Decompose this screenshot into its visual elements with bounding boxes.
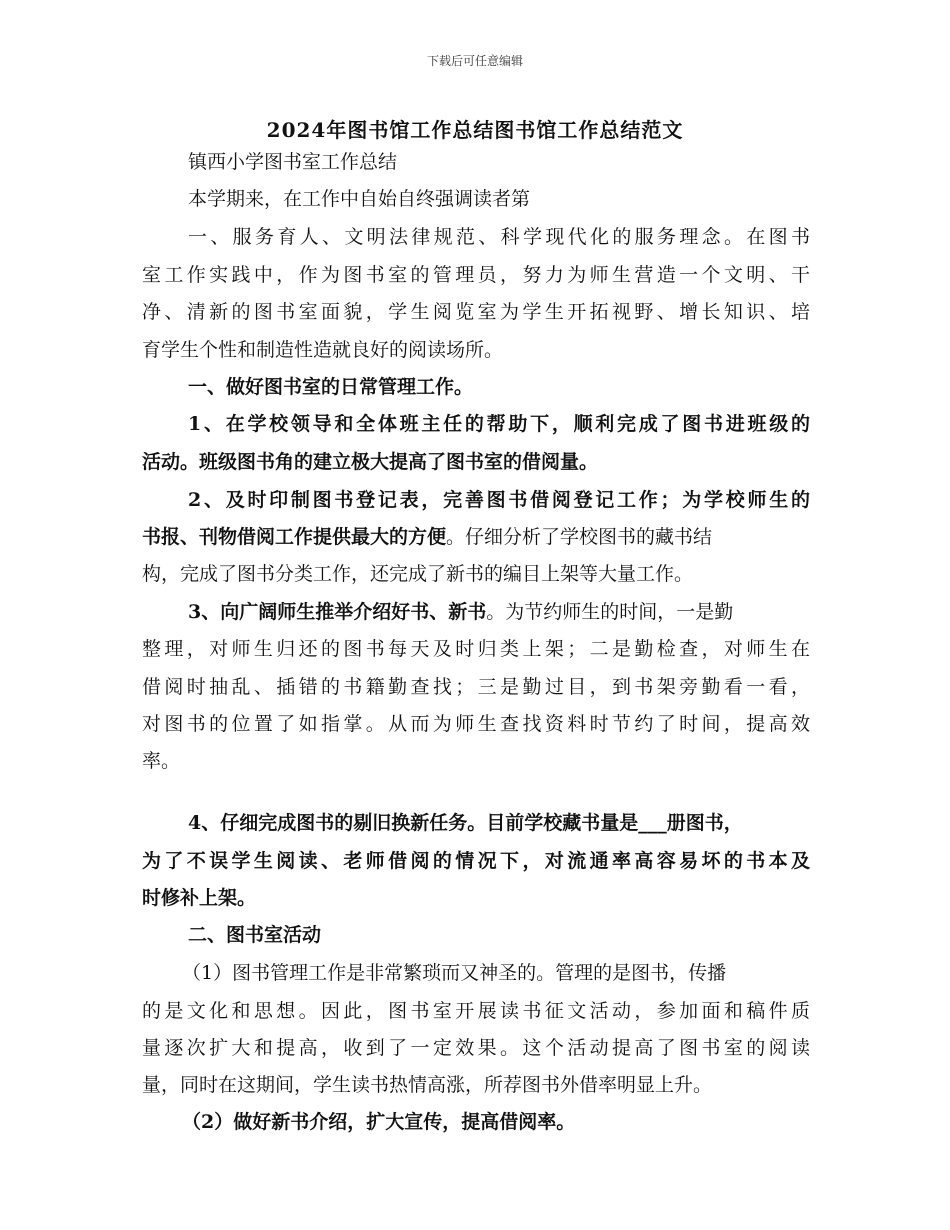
paragraph-line: 净、清新的图书室面貌，学生阅览室为学生开拓视野、增长知识、培 <box>142 301 810 323</box>
paragraph-line: 育学生个性和制造性造就良好的阅读场所。 <box>142 339 504 361</box>
paragraph-line: 2、及时印制图书登记表，完善图书借阅登记工作；为学校师生的 <box>188 489 810 511</box>
paragraph-line: （1）图书管理工作是非常繁琐而又神圣的。管理的是图书，传播 <box>182 962 727 984</box>
header-note: 下载后可任意编辑 <box>426 54 523 68</box>
paragraph-line: 率。 <box>142 750 181 772</box>
section-heading: 二、图书室活动 <box>188 924 322 946</box>
bold-run: 书报、刊物借阅工作提供最大的方便 <box>142 526 447 548</box>
paragraph-line: 量逐次扩大和提高，收到了一定效果。这个活动提高了图书室的阅读 <box>142 1037 810 1059</box>
paragraph-line <box>188 601 733 624</box>
paragraph-line: 一、服务育人、文明法律规范、科学现代化的服务理念。在图书 <box>188 226 810 248</box>
paragraph-line: 整理，对师生归还的图书每天及时归类上架；二是勤检查，对师生在 <box>142 638 810 660</box>
paragraph-line: 镇西小学图书室工作总结 <box>188 151 398 173</box>
paragraph-line: 4、仔细完成图书的剔旧换新任务。目前学校藏书量是___册图书， <box>188 812 743 834</box>
normal-run: 。仔细分析了学校图书的藏书结 <box>446 526 713 548</box>
paragraph-line: 构，完成了图书分类工作，还完成了新书的编目上架等大量工作。 <box>142 563 694 585</box>
paragraph-line: （2）做好新书介绍，扩大宣传，提高借阅率。 <box>182 1111 576 1133</box>
paragraph-line: 室工作实践中，作为图书室的管理员，努力为师生营造一个文明、干 <box>142 264 810 286</box>
paragraph-line: 的是文化和思想。因此，图书室开展读书征文活动，参加面和稿件质 <box>142 1000 810 1022</box>
paragraph-line: 为了不误学生阅读、老师借阅的情况下，对流通率高容易坏的书本及 <box>142 850 810 872</box>
paragraph-line: 本学期来，在工作中自始自终强调读者第 <box>188 188 531 210</box>
paragraph-line <box>142 526 712 549</box>
section-heading: 一、做好图书室的日常管理工作。 <box>188 376 474 398</box>
paragraph-line: 时修补上架。 <box>142 887 257 909</box>
document-title: 2024年图书馆工作总结图书馆工作总结范文 <box>266 118 684 142</box>
normal-run: 。为节约师生的时间，一是勤 <box>486 601 734 623</box>
paragraph-line: 对图书的位置了如指掌。从而为师生查找资料时节约了时间，提高效 <box>142 713 810 735</box>
paragraph-line: 1、在学校领导和全体班主任的帮助下，顺利完成了图书进班级的 <box>188 413 810 435</box>
paragraph-line: 活动。班级图书角的建立极大提高了图书室的借阅量。 <box>142 451 599 473</box>
bold-run: 3、向广阔师生推举介绍好书、新书 <box>188 601 487 623</box>
paragraph-line: 借阅时抽乱、插错的书籍勤查找；三是勤过目，到书架旁勤看一看， <box>142 676 810 698</box>
paragraph-line: 量，同时在这期间，学生读书热情高涨，所荐图书外借率明显上升。 <box>142 1074 713 1096</box>
